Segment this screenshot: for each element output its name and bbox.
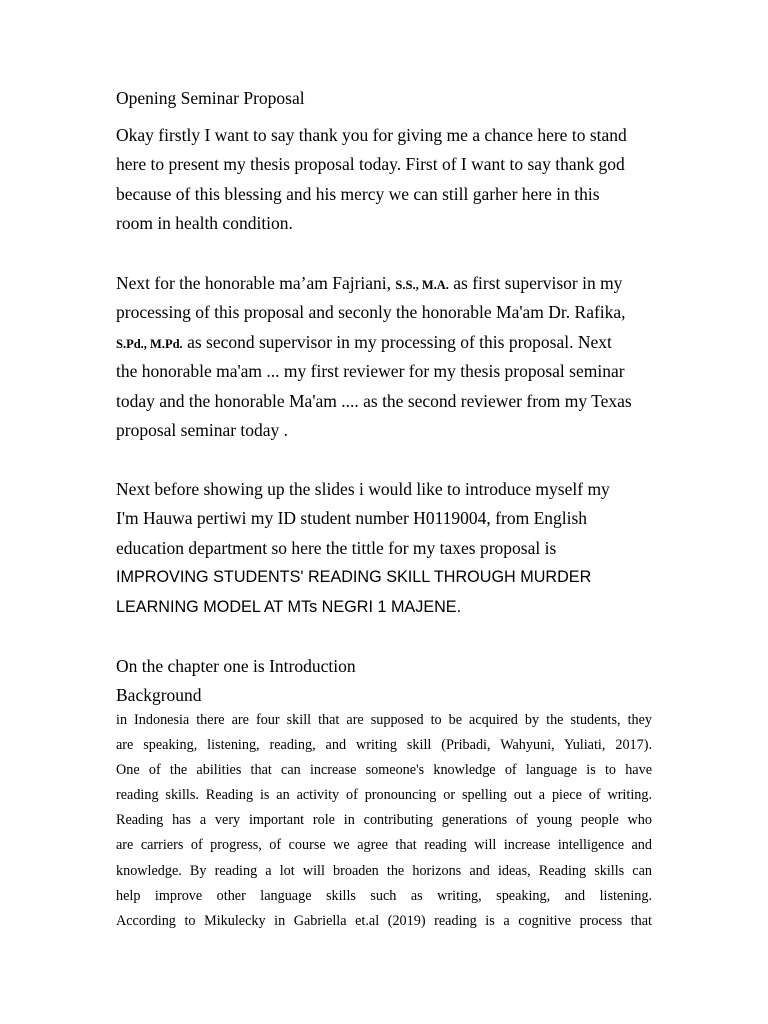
background-line: Reading has a very important role in contributing generations of young people who (116, 812, 652, 829)
thesis-title-line: IMPROVING STUDENTS' READING SKILL THROUGH MURDER (116, 568, 592, 587)
chapter-heading: On the chapter one is Introduction (116, 656, 356, 676)
paragraph-line: Okay firstly I want to say thank you for giving me a chance here to stand (116, 125, 627, 145)
background-paragraph (116, 708, 652, 934)
line-text: as second supervisor in my processing of this proposal. Next (182, 331, 612, 352)
paragraph-line (116, 328, 652, 357)
paragraph-line: Next before showing up the slides i would like to introduce myself my (116, 479, 610, 499)
background-line: are carriers of progress, of course we agree that reading will increase intelligence and (116, 837, 652, 854)
paragraph-line: here to present my thesis proposal today. First of I want to say thank god (116, 154, 625, 175)
background-line: in Indonesia there are four skill that are supposed to be acquired by the students, they (116, 712, 652, 728)
paragraph-line: proposal seminar today . (116, 419, 289, 440)
paragraph-line: education department so here the tittle for my taxes proposal is (116, 537, 557, 558)
paragraph-line (116, 269, 652, 298)
paragraph-line: room in health condition. (116, 213, 293, 234)
paragraph-line: processing of this proposal and seconly the honorable Ma'am Dr. Rafika, (116, 302, 626, 323)
background-line: reading skills. Reading is an activity of pronouncing or spelling out a piece of writing. (116, 787, 652, 804)
thesis-title-line: LEARNING MODEL AT MTs NEGRI 1 MAJENE. (116, 597, 462, 616)
degree-text: S.S., M.A. (395, 278, 449, 292)
background-line: help improve other language skills such as writing, speaking, and listening. (116, 887, 652, 904)
document-title: Opening Seminar Proposal (116, 88, 305, 108)
line-text: as first supervisor in my (448, 273, 623, 293)
paragraph-supervisors (116, 269, 652, 445)
paragraph-line: because of this blessing and his mercy we can still garher here in this (116, 183, 600, 204)
degree-text: S.Pd., M.Pd. (116, 336, 183, 351)
paragraph-introduction (116, 475, 652, 622)
background-line: According to Mikulecky in Gabriella et.al (2019) reading is a cognitive process that (116, 912, 652, 929)
background-line: One of the abilities that can increase someone's knowledge of language is to have (116, 762, 652, 779)
background-heading: Background (116, 685, 202, 705)
paragraph-line: today and the honorable Ma'am .... as the second reviewer from my Texas (116, 390, 632, 411)
background-line: are speaking, listening, reading, and writing skill (Pribadi, Wahyuni, Yuliati, 2017). (116, 737, 652, 754)
paragraph-line: I'm Hauwa pertiwi my ID student number H0119004, from English (116, 508, 588, 529)
line-text: Next for the honorable ma’am Fajriani, (116, 273, 396, 293)
paragraph-line: the honorable ma'am ... my first reviewer for my thesis proposal seminar (116, 361, 625, 382)
paragraph-greeting (116, 121, 652, 239)
background-line: knowledge. By reading a lot will broaden the horizons and ideas, Reading skills can (116, 862, 652, 879)
